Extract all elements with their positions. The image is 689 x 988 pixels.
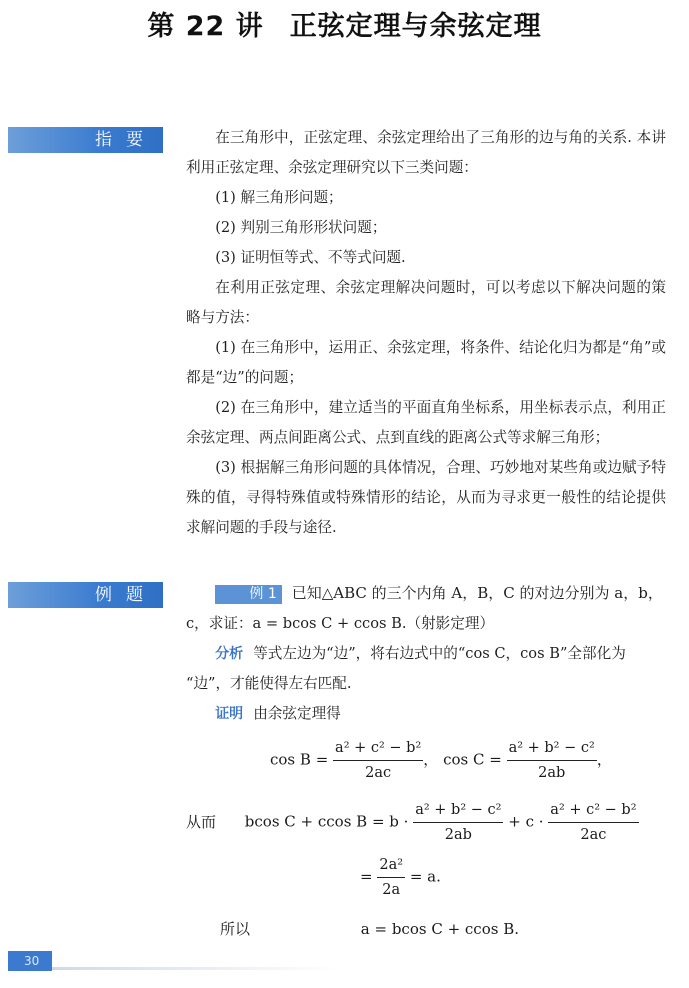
cosB-lhs: cos B = <box>270 750 329 769</box>
analysis <box>186 639 666 669</box>
expansion-lhs: bcos C + ccos B = b · <box>244 812 409 831</box>
equals-sign: = <box>360 867 373 886</box>
example-section <box>186 578 666 729</box>
fraction-numerator: a² + b² − c² <box>507 738 597 761</box>
strategy-item: (1) 在三角形中，运用正、余弦定理，将条件、结论化归为都是“角”或都是“边”的问题； <box>186 339 666 386</box>
strategy-item: (2) 在三角形中，建立适当的平面直角坐标系，用坐标表示点，利用正余弦定理、两点间距离公式、点到直线的距离公式等求解三角形； <box>186 399 666 446</box>
fraction-numerator: a² + b² − c² <box>413 800 503 823</box>
topic-item: (2) 判别三角形形状问题； <box>215 219 387 236</box>
fraction-denominator: 2ab <box>538 765 566 781</box>
summary-tag: 指要 <box>8 127 163 153</box>
proof-label: 证明 <box>215 706 244 722</box>
summary-section <box>186 123 666 543</box>
fraction-denominator: 2ab <box>444 827 472 843</box>
expansion-mid: + c · <box>508 812 544 831</box>
separator: ， <box>596 750 612 769</box>
topic-item: (1) 解三角形问题； <box>215 189 343 206</box>
example-tag: 例题 <box>8 582 163 608</box>
fraction-denominator: 2ac <box>365 765 392 781</box>
fraction-1 <box>413 800 503 845</box>
problem-line-2: c，求证：a = bcos C + ccos B.（射影定理） <box>186 615 495 632</box>
cosC-lhs: cos C = <box>443 750 502 769</box>
fraction-numerator: 2a² <box>377 855 405 878</box>
separator: ， <box>423 750 439 769</box>
lecture-number: 第 22 讲 <box>147 11 264 42</box>
example-problem <box>186 578 666 609</box>
fraction-numerator: a² + c² − b² <box>548 800 638 823</box>
fraction-cosC <box>507 738 597 783</box>
fraction-numerator: a² + c² − b² <box>333 738 423 761</box>
equation-expansion <box>186 800 639 845</box>
equation-cosines <box>270 738 612 783</box>
example-label: 例 1 <box>215 585 282 604</box>
analysis-line-1: 等式左边为“边”，将右边式中的“cos C，cos B”全部化为 <box>253 645 626 662</box>
result: = a. <box>409 867 441 886</box>
fraction-denominator: 2a <box>382 882 401 898</box>
analysis-label: 分析 <box>215 646 244 662</box>
footer-divider <box>52 967 342 970</box>
prefix-so: 所以 <box>220 920 251 938</box>
proof-text: 由余弦定理得 <box>253 705 341 722</box>
prefix-therefore: 从而 <box>186 812 217 831</box>
page-number: 30 <box>8 951 52 971</box>
lecture-topic: 正弦定理与余弦定理 <box>289 11 542 42</box>
fraction-cosB <box>333 738 423 783</box>
proof <box>186 699 666 729</box>
summary-intro: 在三角形中，正弦定理、余弦定理给出了三角形的边与角的关系. 本讲利用正弦定理、余弦定理研究以下三类问题： <box>186 129 666 176</box>
fraction-2 <box>548 800 638 845</box>
conclusion <box>220 918 519 939</box>
strategy-item: (3) 根据解三角形问题的具体情况，合理、巧妙地对某些角或边赋予特殊的值，寻得特殊值或特殊情形的结论，从而为寻求更一般性的结论提供求解问题的手段与途径. <box>186 459 666 536</box>
conclusion-expr: a = bcos C + ccos B. <box>360 920 519 938</box>
topic-item: (3) 证明恒等式、不等式问题. <box>215 249 406 266</box>
fraction-3 <box>377 855 405 900</box>
page-title <box>0 4 689 43</box>
strategy-intro: 在利用正弦定理、余弦定理解决问题时，可以考虑以下解决问题的策略与方法： <box>186 279 666 326</box>
analysis-line-2: “边”，才能使得左右匹配. <box>186 675 352 692</box>
problem-line-1: 已知△ABC 的三个内角 A，B，C 的对边分别为 a，b， <box>291 584 663 602</box>
fraction-denominator: 2ac <box>580 827 607 843</box>
equation-simplified <box>360 855 441 900</box>
